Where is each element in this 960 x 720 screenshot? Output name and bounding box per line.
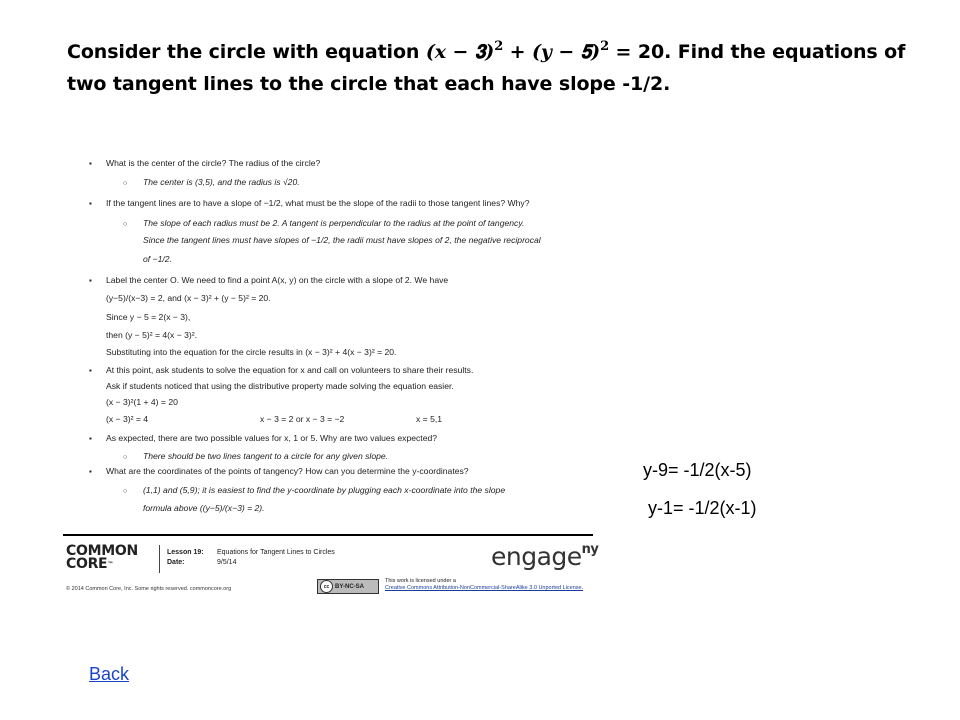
problem-suffix: = 20. Find the equations of two tangent lines to the circle that each have slope -1/2. [67,41,906,95]
footer-divider [63,534,593,536]
problem-prefix: Consider the circle with equation [67,41,426,63]
bullet-icon: ▪ [89,366,92,375]
copyright-notice: © 2014 Common Core, Inc. Some rights reserved. commoncore.org [66,586,232,592]
bullet-icon: ▪ [89,434,92,443]
worksheet-line: At this point, ask students to solve the equation for x and call on volunteers to share their results. [106,365,474,375]
worksheet-line: then (y − 5)² = 4(x − 3)². [106,330,197,340]
problem-statement [67,36,927,100]
logo-line-2 [66,558,138,571]
logo-line-2-text: CORE [66,556,108,572]
eq-y-text: (𝒚 − 𝟓) [532,41,601,63]
worksheet-line: The center is (3,5), and the radius is √20. [143,177,300,187]
eq-x-text: (𝒙 − 𝟑) [425,41,495,63]
date-key: Date: [167,559,185,566]
lesson-value: Equations for Tangent Lines to Circles [217,549,335,556]
answer-line-2: y-1= -1/2(x-1) [648,498,757,518]
equation-y-term [532,41,609,63]
sub-bullet-icon: ○ [123,180,128,187]
sub-bullet-icon: ○ [123,488,128,495]
sub-bullet-icon: ○ [123,454,128,461]
worksheet-line: What is the center of the circle? The radius of the circle? [106,158,321,168]
bullet-icon: ▪ [89,159,92,168]
worksheet-line: x = 5,1 [416,414,443,424]
worksheet-line: Since y − 5 = 2(x − 3), [106,312,191,322]
worksheet-line: (1,1) and (5,9); it is easiest to find the y-coordinate by plugging each x-coordinate into the slope [143,485,506,495]
eq-y-exponent: 2 [600,39,610,54]
worksheet-line: (x − 3)²(1 + 4) = 20 [106,397,178,407]
worksheet-line: (x − 3)² = 4 [106,414,149,424]
engage-text: engage [491,542,582,571]
worksheet-line: The slope of each radius must be 2. A tangent is perpendicular to the radius at the point of tangency. [143,218,525,228]
worksheet-line: As expected, there are two possible values for x, 1 or 5. Why are two values expected? [106,433,438,443]
engage-ny: ny [581,542,599,557]
worksheet-line: (y−5)/(x−3) = 2, and (x − 3)² + (y − 5)² = 20. [106,293,271,303]
worksheet-line: Label the center O. We need to find a point A(x, y) on the circle with a slope of 2. We have [106,275,449,285]
answer-line-1: y-9= -1/2(x-5) [643,460,752,480]
cc-badge-label: BY-NC-SA [335,583,365,590]
worksheet-line: There should be two lines tangent to a circle for any given slope. [143,451,389,461]
equation-plus: + [503,41,533,63]
worksheet-line: formula above ((y−5)/(x−3) = 2). [143,503,265,513]
worksheet-line: What are the coordinates of the points of tangency? How can you determine the y-coordinates? [106,466,469,476]
worksheet-line: If the tangent lines are to have a slope of −1/2, what must be the slope of the radii to those tangent lines? Why? [106,198,530,208]
logo-divider [159,545,160,573]
engageny-logo [491,542,599,571]
date-row [167,558,335,568]
back-link[interactable]: Back [89,664,130,684]
worksheet-line: Ask if students noticed that using the distributive property made solving the equation easier. [106,381,454,391]
license-line-1: This work is licensed under a [385,578,456,584]
bullet-icon: ▪ [89,467,92,476]
worksheet-image [63,148,603,598]
license-link: Creative Commons Attribution-NonCommercial-ShareAlike 3.0 Unported License. [385,585,584,591]
worksheet-line: Substituting into the equation for the circle results in (x − 3)² + 4(x − 3)² = 20. [106,347,397,357]
lesson-meta [167,548,335,568]
worksheet-line: x − 3 = 2 or x − 3 = −2 [260,414,345,424]
eq-x-exponent: 2 [494,39,504,54]
common-core-logo [66,545,138,571]
worksheet-line: of −1/2. [143,254,172,264]
bullet-icon: ▪ [89,199,92,208]
date-value: 9/5/14 [217,559,237,566]
cc-icon: cc [320,580,333,593]
logo-trademark: ™ [107,561,114,568]
license-text [385,578,583,592]
equation-x-term [426,41,503,63]
lesson-key: Lesson 19: [167,549,204,556]
lesson-row [167,548,335,558]
sub-bullet-icon: ○ [123,221,128,228]
logo-line-1: COMMON [66,543,138,559]
bullet-icon: ▪ [89,276,92,285]
cc-license-badge [317,579,379,594]
worksheet-line: Since the tangent lines must have slopes of −1/2, the radii must have slopes of 2, the negative reciprocal [143,235,541,245]
